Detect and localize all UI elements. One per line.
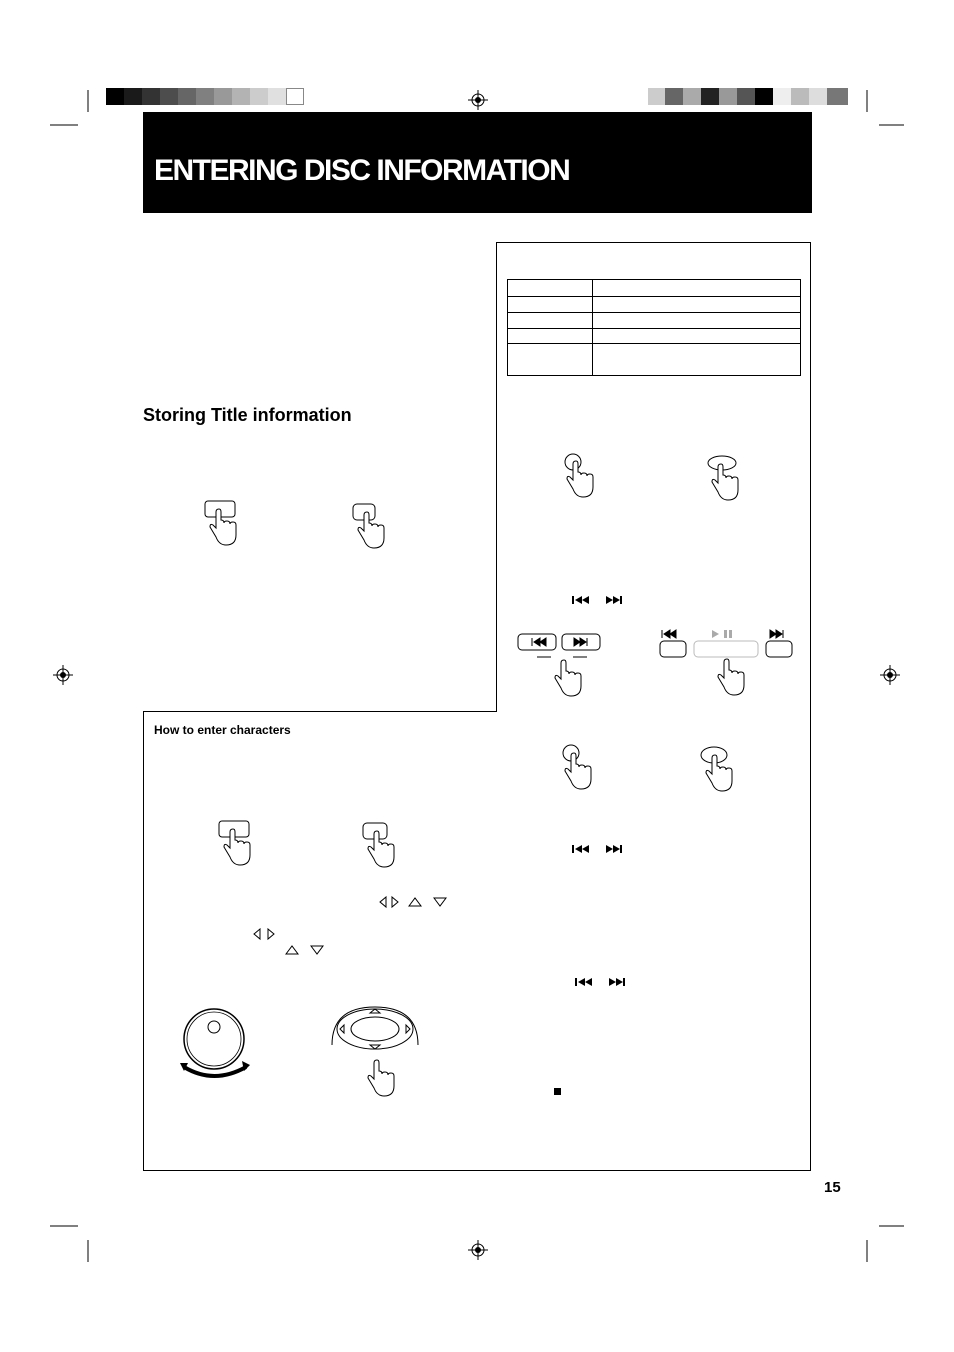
registration-mark-icon: [468, 90, 488, 110]
section-heading: Storing Title information: [143, 405, 352, 425]
table-row: [508, 344, 801, 376]
pressing-hand-icon: [218, 820, 258, 870]
prev-next-skip-icon: [572, 844, 632, 854]
remote-skip-buttons: [517, 633, 607, 703]
registration-mark-icon: [468, 1240, 488, 1260]
table-row: [508, 297, 801, 313]
stop-square-icon: [554, 1088, 561, 1095]
page-title: ENTERING DISC INFORMATION: [154, 154, 570, 187]
jog-dial-icon: [176, 1005, 256, 1085]
pressing-hand-icon: [700, 746, 740, 796]
pressing-hand-icon: [706, 455, 746, 505]
page-number: 15: [824, 1179, 841, 1196]
cursor-pad-icon: [330, 1005, 420, 1100]
prev-next-skip-icon: [572, 595, 632, 605]
sub-heading: How to enter characters: [154, 723, 291, 737]
info-table: [507, 279, 801, 376]
table-row: [508, 329, 801, 344]
pressing-hand-icon: [561, 744, 601, 794]
table-row: [508, 280, 801, 297]
left-right-arrows-icon: [253, 928, 283, 940]
pressing-hand-icon: [352, 503, 392, 553]
cursor-arrows-icon: [379, 896, 449, 908]
pressing-hand-icon: [561, 452, 601, 502]
prev-next-skip-icon: [575, 977, 635, 987]
table-row: [508, 313, 801, 329]
registration-mark-icon: [880, 665, 900, 685]
registration-mark-icon: [53, 665, 73, 685]
pressing-hand-icon: [204, 500, 244, 550]
up-down-arrows-icon: [285, 944, 325, 956]
unit-skip-buttons: [658, 628, 798, 698]
title-bar: [143, 112, 812, 213]
pressing-hand-icon: [362, 822, 402, 872]
